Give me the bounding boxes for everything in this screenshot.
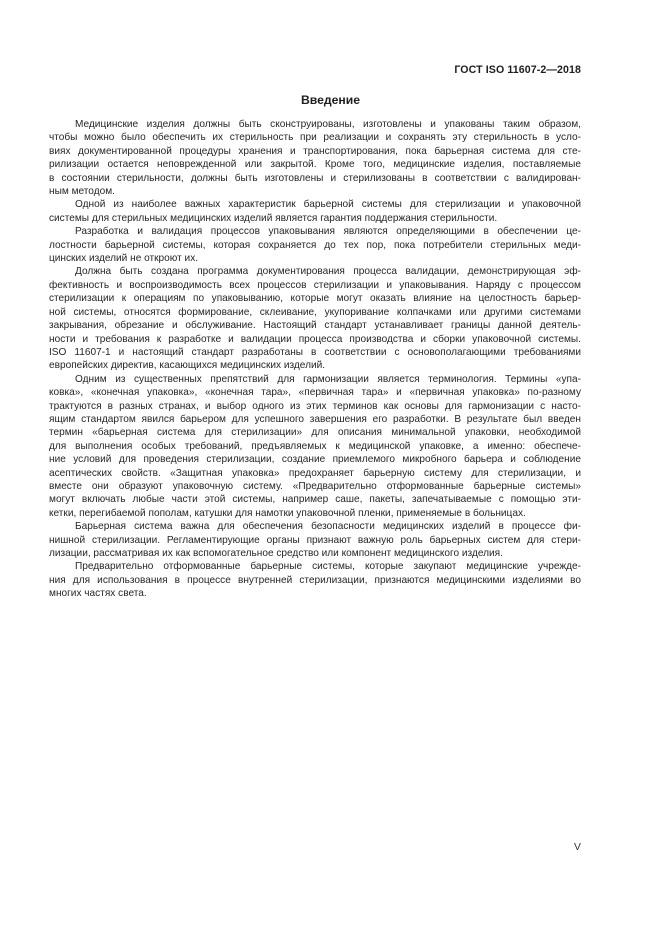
- paragraph-line: цинских изделий не откроют их.: [49, 253, 199, 265]
- paragraph-line: многих частях света.: [49, 588, 147, 600]
- page-number: V: [574, 842, 581, 853]
- paragraph-line: ния для использования в процессе внутренней стерилизации, признаются медицинскими изделиями во: [49, 574, 581, 586]
- paragraph-line: Одной из наиболее важных характеристик барьерной системы для стерилизации и упаковочной: [75, 199, 581, 211]
- paragraph-line: Медицинские изделия должны быть сконструированы, изготовлены и упакованы таким образом,: [75, 119, 581, 130]
- paragraph-line: фективность и воспроизводимость всех процессов стерилизации и упаковывания. Наряду с процессом: [49, 279, 581, 291]
- paragraph-line: ISO 11607-1 и настоящий стандарт разработаны в соответствии с основополагающими требованиями: [49, 346, 581, 358]
- paragraph-line: закрывания, обрезание и обслуживание. Настоящий стандарт устанавливает границы данной деятель-: [49, 320, 581, 332]
- paragraph-line: трактуются в разных странах, и выбор одного из этих терминов как основы для гармонизации с насто-: [49, 400, 581, 412]
- paragraph-line: европейских директив, касающихся медицинских изделий.: [49, 360, 326, 372]
- paragraph-line: Разработка и валидация процессов упаковывания являются определяющими в обеспечении це-: [75, 226, 581, 238]
- paragraph-line: лостности барьерной системы, которая сохраняется до тех пор, пока потребители стерильных меди-: [49, 239, 581, 251]
- paragraph-line: Одним из существенных препятствий для гармонизации является терминология. Термины «упа-: [75, 373, 581, 385]
- body-text: [49, 118, 581, 601]
- paragraph-2: [49, 225, 581, 265]
- paragraph-line: нишной стерилизации. Регламентирующие органы признают важную роль барьерных систем для стери-: [49, 534, 581, 546]
- paragraph-line: ние условий для проведения стерилизации, создание приемлемого микробного барьера и соблюдение: [49, 454, 581, 466]
- paragraph-line: ящим стандартом явился барьером для успешного завершения его разработки. В результате был введен: [49, 413, 581, 425]
- paragraph-line: лизации, рассматривая их как вспомогательное средство или компонент медицинского изделия.: [49, 548, 503, 559]
- paragraph-line: асептических свойств. «Защитная упаковка» предохраняет барьерную систему для стерилизации, и: [49, 467, 581, 479]
- paragraph-line: чтобы можно было обеспечить их стерильность при реализации и сохранять эту стерильность в усло-: [49, 132, 581, 144]
- paragraph-line: термин «барьерная система для стерилизации» для описания минимальной упаковки, необходимой: [49, 427, 581, 439]
- standard-id-header: ГОСТ ISO 11607-2—2018: [454, 64, 581, 76]
- paragraph-line: для выполнения особых требований, предъявляемых к медицинской упаковке, а именно: обеспече-: [49, 440, 581, 452]
- paragraph-line: ным методом.: [49, 186, 115, 198]
- paragraph-1: [49, 198, 581, 225]
- paragraph-line: ности и требования к разработке и валидации процесса производства и сборки упаковочной системы.: [49, 333, 581, 345]
- paragraph-line: ковка», «конечная упаковка», «конечная тара», «первичная тара» и «первичная упаковка» по-разному: [49, 387, 581, 399]
- page-title: Введение: [300, 93, 361, 107]
- paragraph-line: системы для стерильных медицинских изделий является гарантия поддержания стерильности.: [49, 212, 498, 224]
- paragraph-line: виях документированной процедуры хранения и транспортирования, пока барьерная система для сте-: [49, 145, 581, 157]
- paragraph-3: [49, 265, 581, 372]
- paragraph-line: могут включать любые части этой системы, например саше, пакеты, запечатываемые с помощью эти-: [49, 494, 581, 506]
- paragraph-0: [49, 118, 581, 198]
- paragraph-line: вместе они образуют упаковочную систему. «Предварительно отформованные барьерные системы»: [49, 480, 581, 492]
- paragraph-line: кетки, перегибаемой пополам, катушки для намотки упаковочной пленки, применяемые в больницах.: [49, 507, 526, 519]
- paragraph-4: [49, 373, 581, 520]
- paragraph-5: [49, 520, 581, 560]
- paragraph-6: [49, 560, 581, 600]
- paragraph-line: Барьерная система важна для обеспечения безопасности медицинских изделий в процессе фи-: [75, 521, 581, 533]
- paragraph-line: ной системы, относятся формирование, склеивание, укупоривание колпачками или другими системами: [49, 306, 581, 318]
- paragraph-line: рилизации остается неповрежденной или закрытой. Кроме того, медицинские изделия, поставляемые: [49, 159, 581, 171]
- paragraph-line: стерилизации к операциям по упаковыванию, которые могут оказать влияние на целостность барьер-: [49, 293, 581, 305]
- paragraph-line: Предварительно отформованные барьерные системы, которые закупают медицинские учрежде-: [75, 561, 581, 573]
- paragraph-line: Должна быть создана программа документирования процесса валидации, демонстрирующая эф-: [75, 266, 581, 278]
- paragraph-line: в состоянии стерильности, должны быть изготовлены и стерилизованы в соответствии с валидирован-: [49, 172, 581, 184]
